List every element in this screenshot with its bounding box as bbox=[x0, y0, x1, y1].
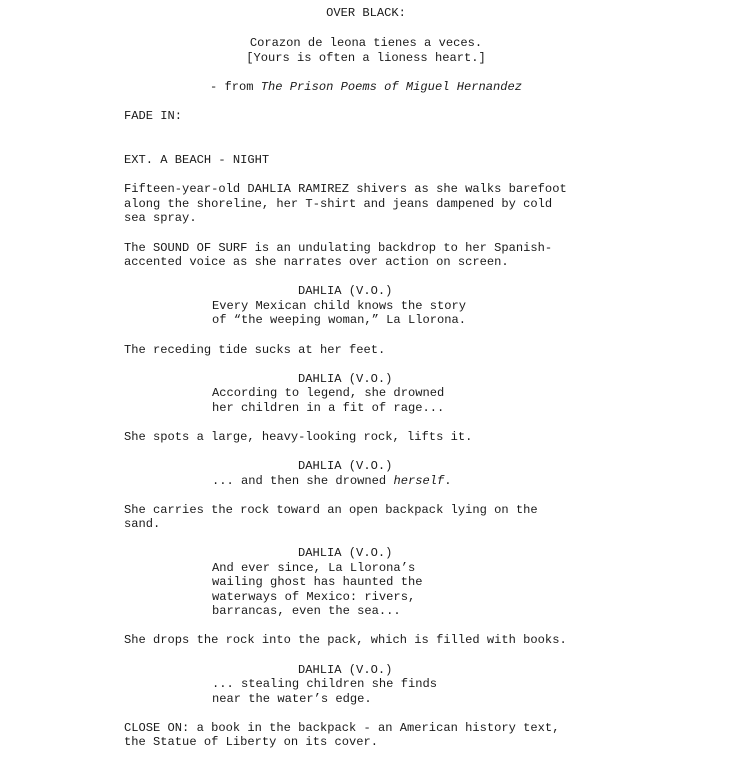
action-line: She drops the rock into the pack, which is filled with books. bbox=[124, 633, 567, 647]
transition-fade-in: FADE IN: bbox=[124, 109, 183, 123]
dialogue-line bbox=[212, 474, 452, 489]
dialogue-line: ... stealing children she finds bbox=[212, 677, 437, 691]
dialogue-line: near the water’s edge. bbox=[212, 692, 372, 706]
action-line: CLOSE ON: a book in the backpack - an American history text, bbox=[124, 721, 560, 735]
dialogue-line: of “the weeping woman,” La Llorona. bbox=[212, 313, 467, 327]
action-line: sea spray. bbox=[124, 211, 197, 225]
character-cue: DAHLIA (V.O.) bbox=[298, 459, 393, 473]
epigraph-quote-line: Corazon de leona tienes a veces. bbox=[249, 36, 483, 50]
action-line: along the shoreline, her T-shirt and jeans dampened by cold bbox=[124, 197, 553, 211]
action-line: accented voice as she narrates over action on screen. bbox=[124, 255, 509, 269]
action-line: Fifteen-year-old DAHLIA RAMIREZ shivers as she walks barefoot bbox=[124, 182, 567, 196]
action-line: The receding tide sucks at her feet. bbox=[124, 343, 386, 357]
character-cue: DAHLIA (V.O.) bbox=[298, 663, 393, 677]
dialogue-text: ... and then she drowned bbox=[212, 474, 394, 488]
scene-heading: EXT. A BEACH - NIGHT bbox=[124, 153, 270, 167]
transition-over-black: OVER BLACK: bbox=[326, 6, 406, 20]
dialogue-line: waterways of Mexico: rivers, bbox=[212, 590, 416, 604]
action-line: She spots a large, heavy-looking rock, lifts it. bbox=[124, 430, 473, 444]
epigraph-attribution bbox=[0, 80, 732, 95]
dialogue-line: According to legend, she drowned bbox=[212, 386, 445, 400]
dialogue-line: wailing ghost has haunted the bbox=[212, 575, 423, 589]
dialogue-text: . bbox=[444, 474, 452, 488]
dialogue-line: barrancas, even the sea... bbox=[212, 604, 401, 618]
action-line: sand. bbox=[124, 517, 161, 531]
dialogue-line: her children in a fit of rage... bbox=[212, 401, 445, 415]
action-line: The SOUND OF SURF is an undulating backdrop to her Spanish- bbox=[124, 241, 553, 255]
attribution-title: The Prison Poems of Miguel Hernandez bbox=[260, 80, 523, 94]
character-cue: DAHLIA (V.O.) bbox=[298, 372, 393, 386]
dialogue-line: Every Mexican child knows the story bbox=[212, 299, 467, 313]
character-cue: DAHLIA (V.O.) bbox=[298, 284, 393, 298]
dialogue-line: And ever since, La Llorona’s bbox=[212, 561, 416, 575]
attribution-prefix: - from bbox=[209, 80, 261, 94]
action-line: She carries the rock toward an open backpack lying on the bbox=[124, 503, 538, 517]
action-line: the Statue of Liberty on its cover. bbox=[124, 735, 379, 749]
epigraph-quote-line: [Yours is often a lioness heart.] bbox=[246, 51, 486, 65]
character-cue: DAHLIA (V.O.) bbox=[298, 546, 393, 560]
dialogue-emphasis: herself bbox=[393, 474, 445, 488]
